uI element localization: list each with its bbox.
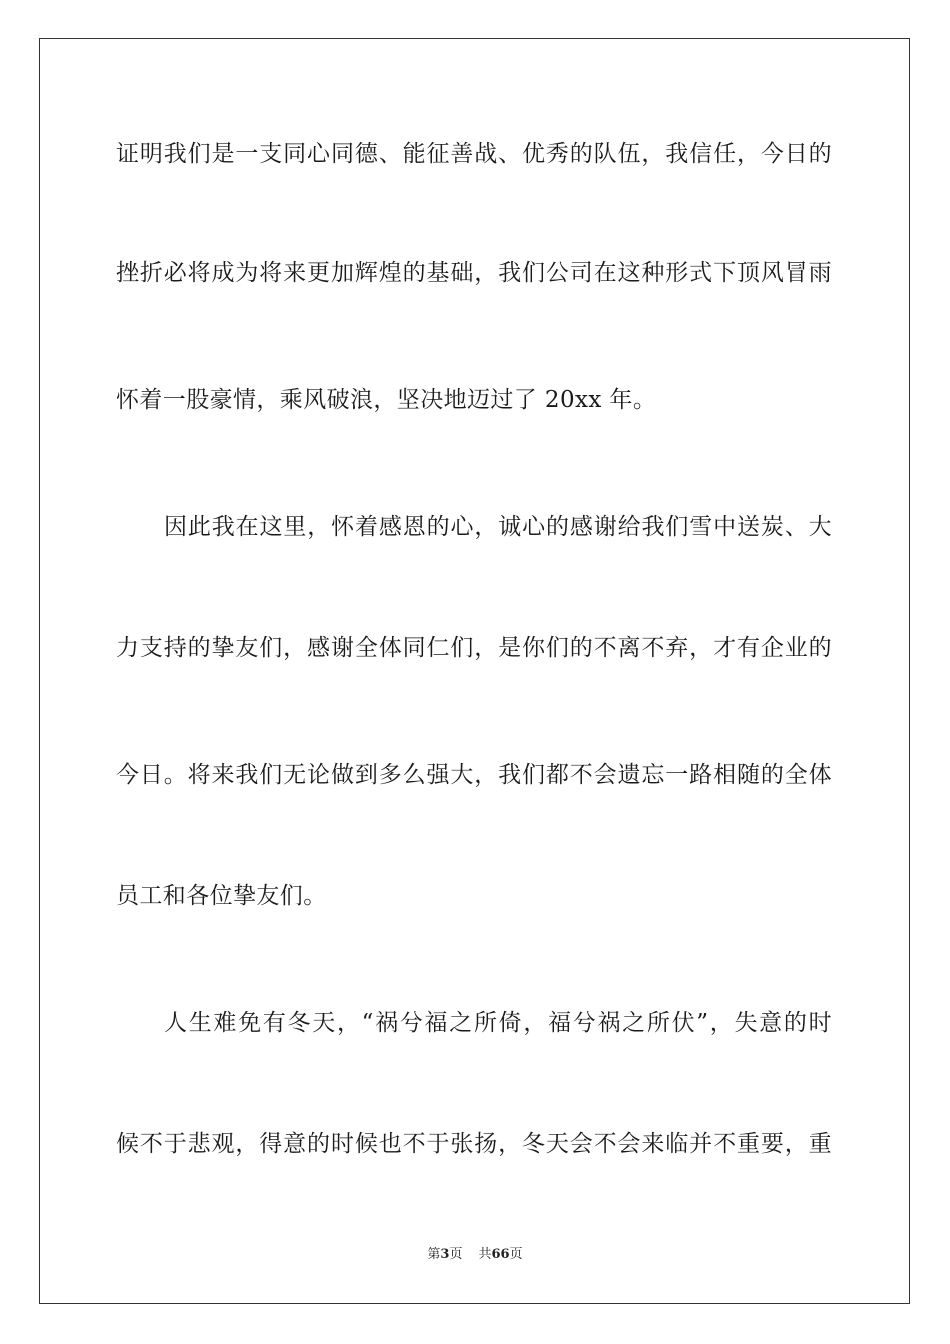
current-page-number: 3: [440, 1247, 450, 1262]
text-line-9: 候不于悲观，得意的时候也不于张扬，冬天会不会来临并不重要，重: [116, 1131, 832, 1157]
footer-total-prefix: 共: [478, 1247, 492, 1262]
text-line-1: 证明我们是一支同心同德、能征善战、优秀的队伍，我信任，今日的: [116, 141, 832, 167]
footer-total-suffix: 页: [509, 1247, 523, 1262]
footer-prefix: 第: [427, 1247, 441, 1262]
text-line-5: 力支持的挚友们，感谢全体同仁们，是你们的不离不弃，才有企业的: [116, 635, 832, 661]
text-line-2: 挫折必将成为将来更加辉煌的基础，我们公司在这种形式下顶风冒雨: [116, 260, 832, 286]
page-footer: [0, 1246, 950, 1264]
footer-page-suffix: 页: [449, 1247, 463, 1262]
text-line-8: 人生难免有冬天，“祸兮福之所倚，福兮祸之所伏”，失意的时: [164, 1010, 832, 1036]
text-line-7: 员工和各位挚友们。: [116, 883, 327, 909]
page-border: [39, 38, 910, 1304]
text-line-4: 因此我在这里，怀着感恩的心，诚心的感谢给我们雪中送炭、大: [164, 514, 832, 540]
text-line-3: 怀着一股豪情，乘风破浪，坚决地迈过了 20xx 年。: [116, 387, 657, 413]
text-line-6: 今日。将来我们无论做到多么强大，我们都不会遗忘一路相随的全体: [116, 762, 832, 788]
total-pages-number: 66: [491, 1247, 510, 1262]
